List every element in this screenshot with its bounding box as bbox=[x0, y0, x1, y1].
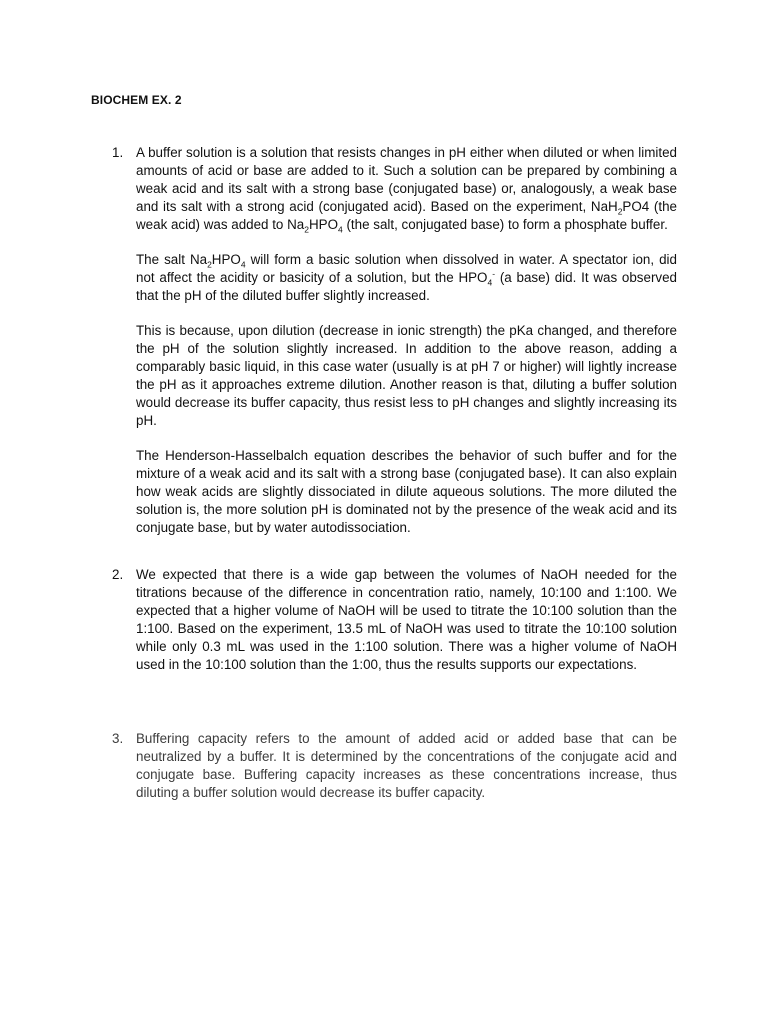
text-run: The Henderson-Hasselbalch equation describes the behavior of such buffer and for the mixture of a weak acid and its salt with a strong base (conjugated base). It can also explain how weak acids are slightly dissociated in dilute aqueous solutions. The more diluted the solution is, the more solution pH is dominated not by the presence of the weak acid and its conjugate base, but by water autodissociation. bbox=[136, 448, 677, 535]
paragraph bbox=[136, 144, 677, 234]
paragraph bbox=[136, 251, 677, 305]
paragraph bbox=[136, 730, 677, 802]
text-run: (a base) did. It was observed that the pH of the diluted buffer slightly increased. bbox=[136, 270, 677, 303]
list-item-1 bbox=[112, 144, 677, 537]
text-run: We expected that there is a wide gap between the volumes of NaOH needed for the titrations because of the difference in concentration ratio, namely, 10:100 and 1:100. We expected that a higher volume of NaOH will be used to titrate the 10:100 solution than the 1:100. Based on the experiment, 13.5 mL of NaOH was used to titrate the 10:100 solution while only 0.3 mL was used in the 1:100 solution. There was a higher volume of NaOH used in the 10:100 solution than the 1:00, thus the results supports our expectations. bbox=[136, 567, 677, 672]
item-number: 1. bbox=[112, 145, 124, 160]
paragraph bbox=[136, 447, 677, 537]
paragraph bbox=[136, 566, 677, 674]
item-body bbox=[136, 730, 677, 802]
list-item-2 bbox=[112, 566, 677, 674]
text-run: This is because, upon dilution (decrease in ionic strength) the pKa changed, and therefore the pH of the solution slightly increased. In addition to the above reason, adding a comparably basic liquid, in this case water (usually is at pH 7 or higher) will lightly increase the pH as it approaches extreme dilution. Another reason is that, diluting a buffer solution would decrease its buffer capacity, thus resist less to pH changes and slightly increasing its pH. bbox=[136, 323, 677, 428]
subscript: 4 bbox=[240, 259, 246, 270]
subscript: 2 bbox=[207, 259, 212, 270]
text-run: HPO bbox=[308, 217, 338, 232]
item-body bbox=[136, 566, 677, 674]
item-number: 3. bbox=[112, 731, 124, 746]
subscript: 2 bbox=[304, 224, 309, 235]
subscript: 4 bbox=[338, 224, 343, 235]
subscript: 2 bbox=[617, 206, 623, 217]
document-title: BIOCHEM EX. 2 bbox=[91, 93, 182, 107]
text-run: (the salt, conjugated base) to form a phosphate buffer. bbox=[342, 217, 668, 232]
item-number: 2. bbox=[112, 567, 124, 582]
subscript: 4 bbox=[487, 277, 493, 288]
list-item-3 bbox=[112, 730, 677, 802]
paragraph bbox=[136, 322, 677, 430]
text-run: will form a basic solution when dissolved in water. A spectator ion, did not affect the acidity or basicity of a solution, but the HPO bbox=[136, 252, 677, 285]
text-run: The salt Na bbox=[136, 252, 208, 267]
item-body bbox=[136, 144, 677, 537]
text-run: PO4 (the weak acid) was added to Na bbox=[136, 199, 677, 232]
text-run: Buffering capacity refers to the amount of added acid or added base that can be neutralized by a buffer. It is determined by the concentrations of the conjugate acid and conjugate base. Buffering capacity increases as these concentrations increase, thus diluting a buffer solution would decrease its buffer capacity. bbox=[136, 731, 677, 800]
text-run: A buffer solution is a solution that resists changes in pH either when diluted or when limited amounts of acid or base are added to it. Such a solution can be prepared by combining a weak acid and its salt with a strong base (conjugated base) or, analogously, a weak base and its salt with a strong acid (conjugated acid). Based on the experiment, NaH bbox=[136, 145, 677, 214]
text-run: HPO bbox=[211, 252, 241, 267]
superscript: - bbox=[492, 268, 496, 279]
